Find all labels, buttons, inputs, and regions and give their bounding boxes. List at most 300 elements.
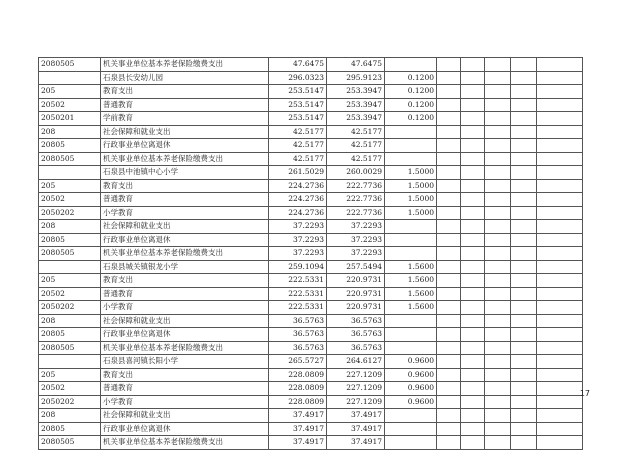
table-row	[39, 382, 583, 396]
table-row	[39, 85, 583, 99]
unit-name-cell: 石泉县中池镇中心小学	[101, 166, 269, 180]
empty-cell	[461, 341, 485, 355]
table-row	[39, 166, 583, 180]
subject-name-cell: 社会保障和就业支出	[101, 220, 269, 234]
unit-name-cell: 石泉县长安幼儿园	[101, 71, 269, 85]
empty-cell	[537, 314, 583, 328]
subject-code-cell: 205	[39, 179, 101, 193]
project-amount-cell: 0.1200	[385, 112, 437, 126]
empty-cell	[437, 139, 461, 153]
empty-cell	[461, 139, 485, 153]
project-amount-cell: 1.5600	[385, 287, 437, 301]
empty-cell	[537, 125, 583, 139]
total-amount-cell: 37.4917	[269, 422, 327, 436]
project-amount-cell	[385, 152, 437, 166]
subject-code-cell: 208	[39, 125, 101, 139]
total-amount-cell: 224.2736	[269, 206, 327, 220]
empty-cell	[511, 260, 537, 274]
empty-cell	[461, 287, 485, 301]
subject-name-cell: 机关事业单位基本养老保险缴费支出	[101, 341, 269, 355]
empty-cell	[437, 58, 461, 72]
empty-cell	[461, 260, 485, 274]
total-amount-cell: 265.5727	[269, 355, 327, 369]
project-amount-cell: 0.1200	[385, 71, 437, 85]
empty-cell	[537, 139, 583, 153]
empty-cell	[537, 58, 583, 72]
empty-cell	[511, 287, 537, 301]
empty-cell	[437, 233, 461, 247]
empty-cell	[511, 274, 537, 288]
basic-amount-cell: 220.9731	[327, 274, 385, 288]
subject-code-cell: 2080505	[39, 58, 101, 72]
empty-cell	[437, 193, 461, 207]
total-amount-cell: 222.5331	[269, 274, 327, 288]
subject-name-cell: 教育支出	[101, 179, 269, 193]
empty-cell	[461, 409, 485, 423]
project-amount-cell: 1.5000	[385, 179, 437, 193]
table-row	[39, 287, 583, 301]
empty-cell	[485, 274, 511, 288]
empty-cell	[485, 409, 511, 423]
subject-name-cell: 普通教育	[101, 382, 269, 396]
empty-cell	[537, 85, 583, 99]
basic-amount-cell: 42.5177	[327, 125, 385, 139]
empty-cell	[511, 152, 537, 166]
total-amount-cell: 42.5177	[269, 139, 327, 153]
total-amount-cell: 253.5147	[269, 98, 327, 112]
empty-cell	[485, 139, 511, 153]
subject-code-cell: 2050201	[39, 112, 101, 126]
basic-amount-cell: 222.7736	[327, 193, 385, 207]
empty-cell	[437, 98, 461, 112]
project-amount-cell	[385, 139, 437, 153]
empty-cell	[437, 85, 461, 99]
basic-amount-cell: 36.5763	[327, 341, 385, 355]
total-amount-cell: 37.2293	[269, 247, 327, 261]
table-row	[39, 58, 583, 72]
empty-cell	[511, 341, 537, 355]
total-amount-cell: 37.2293	[269, 220, 327, 234]
basic-amount-cell: 37.4917	[327, 409, 385, 423]
subject-code-cell	[39, 355, 101, 369]
empty-cell	[437, 125, 461, 139]
total-amount-cell: 36.5763	[269, 314, 327, 328]
project-amount-cell	[385, 125, 437, 139]
empty-cell	[437, 341, 461, 355]
empty-cell	[461, 382, 485, 396]
subject-code-cell: 2080505	[39, 247, 101, 261]
subject-name-cell: 教育支出	[101, 85, 269, 99]
empty-cell	[511, 139, 537, 153]
subject-code-cell: 205	[39, 368, 101, 382]
empty-cell	[437, 409, 461, 423]
empty-cell	[511, 193, 537, 207]
empty-cell	[437, 71, 461, 85]
page-number: 17	[579, 389, 590, 398]
subject-code-cell: 205	[39, 85, 101, 99]
empty-cell	[511, 328, 537, 342]
basic-amount-cell: 47.6475	[327, 58, 385, 72]
total-amount-cell: 228.0809	[269, 395, 327, 409]
subject-code-cell: 2080505	[39, 436, 101, 450]
empty-cell	[511, 166, 537, 180]
basic-amount-cell: 37.2293	[327, 220, 385, 234]
total-amount-cell: 296.0323	[269, 71, 327, 85]
basic-amount-cell: 37.2293	[327, 233, 385, 247]
subject-name-cell: 小学教育	[101, 206, 269, 220]
empty-cell	[461, 233, 485, 247]
table-row	[39, 341, 583, 355]
project-amount-cell	[385, 220, 437, 234]
subject-name-cell: 机关事业单位基本养老保险缴费支出	[101, 152, 269, 166]
total-amount-cell: 253.5147	[269, 85, 327, 99]
empty-cell	[437, 260, 461, 274]
empty-cell	[437, 395, 461, 409]
empty-cell	[485, 152, 511, 166]
table-row	[39, 247, 583, 261]
empty-cell	[511, 382, 537, 396]
empty-cell	[511, 368, 537, 382]
empty-cell	[437, 328, 461, 342]
total-amount-cell: 224.2736	[269, 179, 327, 193]
subject-code-cell: 20805	[39, 139, 101, 153]
project-amount-cell	[385, 247, 437, 261]
empty-cell	[437, 220, 461, 234]
empty-cell	[461, 355, 485, 369]
total-amount-cell: 42.5177	[269, 152, 327, 166]
empty-cell	[511, 301, 537, 315]
project-amount-cell: 0.9600	[385, 395, 437, 409]
empty-cell	[461, 166, 485, 180]
project-amount-cell	[385, 328, 437, 342]
empty-cell	[485, 206, 511, 220]
empty-cell	[511, 206, 537, 220]
empty-cell	[461, 395, 485, 409]
project-amount-cell: 1.5000	[385, 206, 437, 220]
table-row	[39, 71, 583, 85]
project-amount-cell: 1.5000	[385, 166, 437, 180]
empty-cell	[485, 233, 511, 247]
subject-code-cell: 20502	[39, 193, 101, 207]
empty-cell	[485, 71, 511, 85]
project-amount-cell	[385, 314, 437, 328]
total-amount-cell: 222.5331	[269, 301, 327, 315]
empty-cell	[461, 179, 485, 193]
project-amount-cell: 0.1200	[385, 85, 437, 99]
subject-code-cell: 2050202	[39, 206, 101, 220]
project-amount-cell: 1.5600	[385, 301, 437, 315]
empty-cell	[485, 341, 511, 355]
empty-cell	[437, 179, 461, 193]
subject-name-cell: 社会保障和就业支出	[101, 314, 269, 328]
table-row	[39, 112, 583, 126]
project-amount-cell	[385, 58, 437, 72]
subject-name-cell: 机关事业单位基本养老保险缴费支出	[101, 436, 269, 450]
basic-amount-cell: 220.9731	[327, 287, 385, 301]
empty-cell	[461, 112, 485, 126]
project-amount-cell	[385, 233, 437, 247]
basic-amount-cell: 222.7736	[327, 206, 385, 220]
empty-cell	[537, 220, 583, 234]
subject-name-cell: 行政事业单位离退休	[101, 422, 269, 436]
unit-name-cell: 石泉县城关镇银龙小学	[101, 260, 269, 274]
empty-cell	[511, 233, 537, 247]
subject-code-cell: 20805	[39, 328, 101, 342]
empty-cell	[461, 152, 485, 166]
empty-cell	[485, 314, 511, 328]
empty-cell	[485, 422, 511, 436]
table-row	[39, 422, 583, 436]
table-row	[39, 179, 583, 193]
empty-cell	[437, 382, 461, 396]
empty-cell	[485, 166, 511, 180]
empty-cell	[461, 301, 485, 315]
table-row	[39, 125, 583, 139]
empty-cell	[485, 368, 511, 382]
empty-cell	[437, 355, 461, 369]
empty-cell	[511, 71, 537, 85]
subject-code-cell: 208	[39, 409, 101, 423]
subject-code-cell: 20502	[39, 287, 101, 301]
empty-cell	[537, 247, 583, 261]
total-amount-cell: 37.4917	[269, 409, 327, 423]
empty-cell	[461, 368, 485, 382]
empty-cell	[461, 58, 485, 72]
empty-cell	[537, 274, 583, 288]
empty-cell	[485, 98, 511, 112]
subject-name-cell: 机关事业单位基本养老保险缴费支出	[101, 247, 269, 261]
subject-code-cell: 2080505	[39, 341, 101, 355]
table-row	[39, 152, 583, 166]
empty-cell	[511, 98, 537, 112]
empty-cell	[537, 341, 583, 355]
subject-code-cell: 20502	[39, 382, 101, 396]
empty-cell	[537, 152, 583, 166]
empty-cell	[461, 206, 485, 220]
empty-cell	[537, 71, 583, 85]
table-row	[39, 314, 583, 328]
total-amount-cell: 47.6475	[269, 58, 327, 72]
empty-cell	[461, 314, 485, 328]
unit-name-cell: 石泉县喜河镇长阳小学	[101, 355, 269, 369]
total-amount-cell: 228.0809	[269, 368, 327, 382]
empty-cell	[511, 247, 537, 261]
empty-cell	[461, 422, 485, 436]
empty-cell	[461, 247, 485, 261]
empty-cell	[437, 422, 461, 436]
basic-amount-cell: 257.5494	[327, 260, 385, 274]
project-amount-cell: 0.1200	[385, 98, 437, 112]
table-row	[39, 233, 583, 247]
table-row	[39, 260, 583, 274]
subject-name-cell: 普通教育	[101, 193, 269, 207]
empty-cell	[537, 179, 583, 193]
empty-cell	[485, 193, 511, 207]
empty-cell	[537, 301, 583, 315]
basic-amount-cell: 37.4917	[327, 422, 385, 436]
table-row	[39, 206, 583, 220]
subject-name-cell: 教育支出	[101, 274, 269, 288]
table-row	[39, 328, 583, 342]
subject-code-cell: 2080505	[39, 152, 101, 166]
basic-amount-cell: 37.2293	[327, 247, 385, 261]
total-amount-cell: 37.4917	[269, 436, 327, 450]
subject-code-cell: 208	[39, 314, 101, 328]
empty-cell	[437, 301, 461, 315]
subject-name-cell: 行政事业单位离退休	[101, 139, 269, 153]
empty-cell	[537, 260, 583, 274]
total-amount-cell: 42.5177	[269, 125, 327, 139]
empty-cell	[537, 98, 583, 112]
subject-name-cell: 普通教育	[101, 98, 269, 112]
total-amount-cell: 228.0809	[269, 382, 327, 396]
empty-cell	[485, 287, 511, 301]
empty-cell	[461, 220, 485, 234]
table-row	[39, 274, 583, 288]
empty-cell	[511, 395, 537, 409]
basic-amount-cell: 227.1209	[327, 395, 385, 409]
empty-cell	[437, 112, 461, 126]
empty-cell	[461, 125, 485, 139]
empty-cell	[511, 422, 537, 436]
total-amount-cell: 261.5029	[269, 166, 327, 180]
table-row	[39, 301, 583, 315]
basic-amount-cell: 295.9123	[327, 71, 385, 85]
subject-code-cell	[39, 166, 101, 180]
basic-amount-cell: 222.7736	[327, 179, 385, 193]
subject-name-cell: 社会保障和就业支出	[101, 409, 269, 423]
subject-code-cell	[39, 71, 101, 85]
empty-cell	[537, 409, 583, 423]
empty-cell	[511, 220, 537, 234]
total-amount-cell: 253.5147	[269, 112, 327, 126]
project-amount-cell: 1.5600	[385, 260, 437, 274]
table-row	[39, 193, 583, 207]
empty-cell	[485, 301, 511, 315]
empty-cell	[511, 85, 537, 99]
empty-cell	[437, 274, 461, 288]
project-amount-cell: 1.5000	[385, 193, 437, 207]
basic-amount-cell: 220.9731	[327, 301, 385, 315]
budget-table	[38, 57, 583, 450]
total-amount-cell: 222.5331	[269, 287, 327, 301]
table-row	[39, 220, 583, 234]
empty-cell	[511, 409, 537, 423]
empty-cell	[437, 166, 461, 180]
empty-cell	[511, 58, 537, 72]
empty-cell	[485, 382, 511, 396]
subject-code-cell: 20805	[39, 422, 101, 436]
basic-amount-cell: 264.6127	[327, 355, 385, 369]
basic-amount-cell: 36.5763	[327, 328, 385, 342]
project-amount-cell	[385, 409, 437, 423]
basic-amount-cell: 253.3947	[327, 112, 385, 126]
empty-cell	[537, 287, 583, 301]
subject-name-cell: 社会保障和就业支出	[101, 125, 269, 139]
empty-cell	[437, 287, 461, 301]
basic-amount-cell: 42.5177	[327, 152, 385, 166]
subject-code-cell: 205	[39, 274, 101, 288]
basic-amount-cell: 37.4917	[327, 436, 385, 450]
basic-amount-cell: 36.5763	[327, 314, 385, 328]
subject-name-cell: 小学教育	[101, 301, 269, 315]
empty-cell	[537, 395, 583, 409]
empty-cell	[537, 422, 583, 436]
empty-cell	[537, 382, 583, 396]
subject-name-cell: 普通教育	[101, 287, 269, 301]
total-amount-cell: 36.5763	[269, 341, 327, 355]
empty-cell	[461, 98, 485, 112]
empty-cell	[437, 152, 461, 166]
subject-code-cell	[39, 260, 101, 274]
empty-cell	[537, 233, 583, 247]
empty-cell	[537, 355, 583, 369]
subject-code-cell: 2050202	[39, 301, 101, 315]
total-amount-cell: 36.5763	[269, 328, 327, 342]
empty-cell	[537, 328, 583, 342]
empty-cell	[485, 355, 511, 369]
empty-cell	[537, 368, 583, 382]
project-amount-cell: 0.9600	[385, 355, 437, 369]
empty-cell	[485, 85, 511, 99]
empty-cell	[485, 112, 511, 126]
subject-name-cell: 学前教育	[101, 112, 269, 126]
table-row	[39, 98, 583, 112]
empty-cell	[485, 247, 511, 261]
empty-cell	[537, 206, 583, 220]
empty-cell	[461, 274, 485, 288]
empty-cell	[461, 85, 485, 99]
basic-amount-cell: 253.3947	[327, 98, 385, 112]
subject-name-cell: 教育支出	[101, 368, 269, 382]
project-amount-cell	[385, 422, 437, 436]
basic-amount-cell: 227.1209	[327, 368, 385, 382]
empty-cell	[485, 179, 511, 193]
empty-cell	[485, 395, 511, 409]
subject-code-cell: 2050202	[39, 395, 101, 409]
basic-amount-cell: 42.5177	[327, 139, 385, 153]
empty-cell	[485, 220, 511, 234]
empty-cell	[511, 112, 537, 126]
subject-code-cell: 20805	[39, 233, 101, 247]
empty-cell	[461, 193, 485, 207]
empty-cell	[537, 166, 583, 180]
subject-code-cell: 20502	[39, 98, 101, 112]
basic-amount-cell: 253.3947	[327, 85, 385, 99]
table-row	[39, 139, 583, 153]
empty-cell	[511, 179, 537, 193]
empty-cell	[485, 58, 511, 72]
empty-cell	[437, 247, 461, 261]
empty-cell	[485, 260, 511, 274]
project-amount-cell: 0.9600	[385, 382, 437, 396]
total-amount-cell: 259.1094	[269, 260, 327, 274]
basic-amount-cell: 260.0029	[327, 166, 385, 180]
subject-name-cell: 行政事业单位离退休	[101, 328, 269, 342]
empty-cell	[437, 314, 461, 328]
project-amount-cell: 0.9600	[385, 368, 437, 382]
total-amount-cell: 37.2293	[269, 233, 327, 247]
empty-cell	[437, 368, 461, 382]
subject-name-cell: 行政事业单位离退休	[101, 233, 269, 247]
empty-cell	[537, 112, 583, 126]
subject-code-cell: 208	[39, 220, 101, 234]
empty-cell	[437, 206, 461, 220]
empty-cell	[511, 355, 537, 369]
empty-cell	[461, 328, 485, 342]
project-amount-cell: 1.5600	[385, 274, 437, 288]
empty-cell	[537, 193, 583, 207]
